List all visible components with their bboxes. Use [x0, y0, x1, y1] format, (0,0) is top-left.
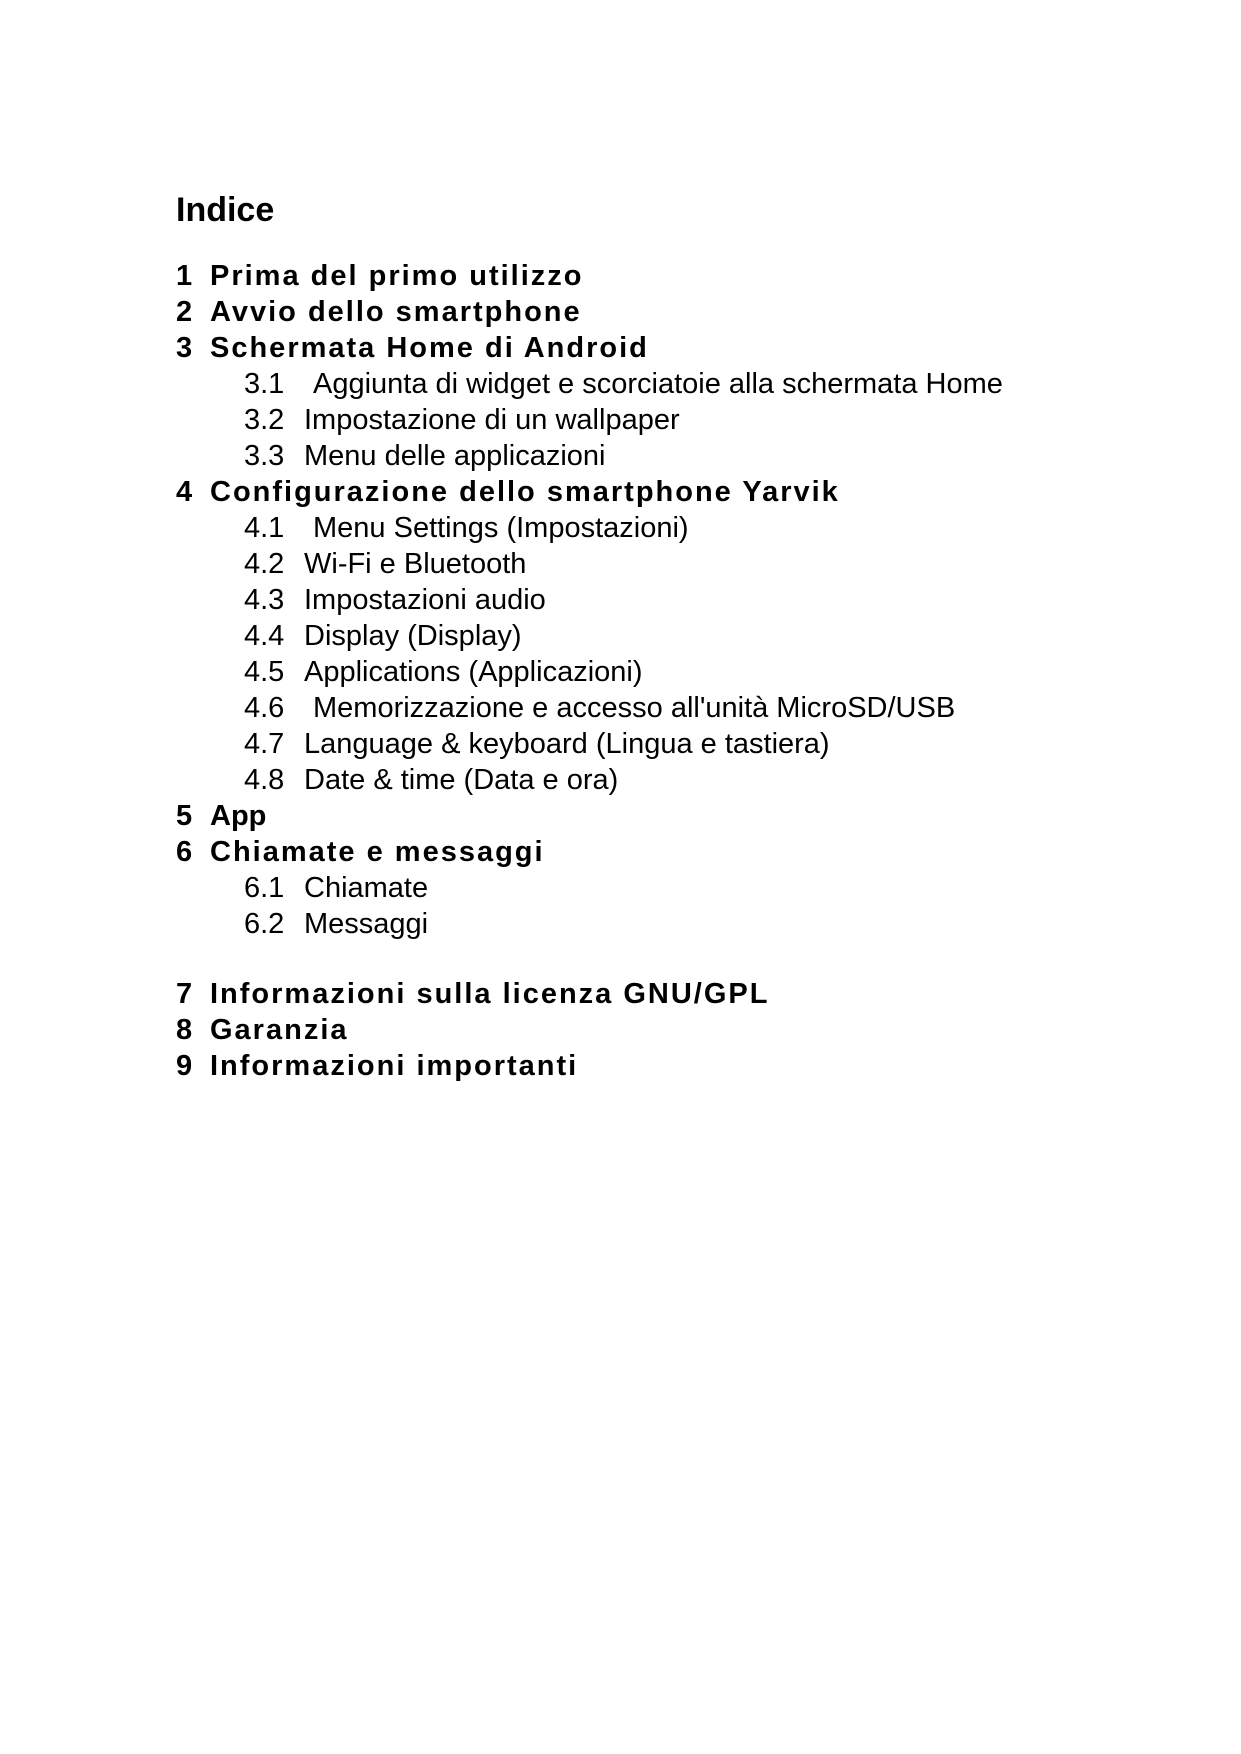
toc-entry-6-1[interactable]: [176, 870, 1176, 906]
toc-entry-number: 4.1: [244, 512, 285, 544]
toc-entry-1[interactable]: [176, 258, 1176, 294]
toc-entry-4-5[interactable]: [176, 654, 1176, 690]
toc-entry-number: 4.4: [244, 620, 285, 652]
toc-entry-number: 7: [176, 978, 193, 1010]
toc-entry-2[interactable]: [176, 294, 1176, 330]
toc-entry-number: 9: [176, 1050, 193, 1082]
toc-entry-label: Language & keyboard (Lingua e tastiera): [304, 728, 830, 760]
toc-entry-number: 6.2: [244, 908, 285, 940]
toc-entry-number: 4.3: [244, 584, 285, 616]
toc-entry-label: Aggiunta di widget e scorciatoie alla schermata Home: [313, 368, 1003, 400]
toc-title: Indice: [176, 191, 275, 229]
toc-entry-label: Memorizzazione e accesso all'unità MicroSD/USB: [313, 692, 956, 724]
toc-entry-label: Avvio dello smartphone: [210, 296, 582, 328]
toc-entry-number: 1: [176, 260, 193, 292]
toc-entry-5[interactable]: [176, 798, 1176, 834]
toc-entry-number: 4.8: [244, 764, 285, 796]
toc-entry-number: 3.3: [244, 440, 285, 472]
toc-entry-4[interactable]: [176, 474, 1176, 510]
toc-entry-3[interactable]: [176, 330, 1176, 366]
toc-entry-label: Messaggi: [304, 908, 429, 940]
toc-entry-4-1[interactable]: [176, 510, 1176, 546]
toc-entry-number: 5: [176, 800, 193, 832]
toc-entry-label: App: [210, 800, 267, 832]
toc-entry-number: 4: [176, 476, 193, 508]
toc-entry-label: Menu delle applicazioni: [304, 440, 606, 472]
toc-entry-label: Prima del primo utilizzo: [210, 260, 584, 292]
table-of-contents: [176, 258, 1176, 1084]
toc-entry-4-3[interactable]: [176, 582, 1176, 618]
toc-entry-3-3[interactable]: [176, 438, 1176, 474]
toc-entry-label: Chiamate e messaggi: [210, 836, 545, 868]
toc-entry-label: Informazioni importanti: [210, 1050, 579, 1082]
toc-entry-8[interactable]: [176, 1012, 1176, 1048]
toc-entry-4-2[interactable]: [176, 546, 1176, 582]
toc-entry-7[interactable]: [176, 976, 1176, 1012]
toc-entry-label: Date & time (Data e ora): [304, 764, 619, 796]
toc-entry-label: Schermata Home di Android: [210, 332, 649, 364]
toc-entry-number: 6: [176, 836, 193, 868]
toc-entry-label: Configurazione dello smartphone Yarvik: [210, 476, 840, 508]
toc-entry-number: 4.7: [244, 728, 285, 760]
toc-entry-4-4[interactable]: [176, 618, 1176, 654]
toc-entry-number: 4.2: [244, 548, 285, 580]
toc-entry-label: Impostazione di un wallpaper: [304, 404, 680, 436]
toc-entry-number: 3: [176, 332, 193, 364]
toc-entry-4-8[interactable]: [176, 762, 1176, 798]
toc-entry-label: Wi-Fi e Bluetooth: [304, 548, 527, 580]
toc-entry-number: 4.6: [244, 692, 285, 724]
toc-entry-6-2[interactable]: [176, 906, 1176, 942]
toc-entry-number: 8: [176, 1014, 193, 1046]
toc-entry-4-7[interactable]: [176, 726, 1176, 762]
toc-entry-4-6[interactable]: [176, 690, 1176, 726]
toc-entry-number: 6.1: [244, 872, 285, 904]
toc-entry-label: Menu Settings (Impostazioni): [313, 512, 689, 544]
toc-entry-number: 3.1: [244, 368, 285, 400]
toc-entry-number: 2: [176, 296, 193, 328]
toc-entry-number: 4.5: [244, 656, 285, 688]
toc-entry-3-1[interactable]: [176, 366, 1176, 402]
toc-entry-label: Display (Display): [304, 620, 522, 652]
toc-entry-label: Garanzia: [210, 1014, 349, 1046]
toc-entry-number: 3.2: [244, 404, 285, 436]
toc-entry-label: Applications (Applicazioni): [304, 656, 643, 688]
toc-entry-6[interactable]: [176, 834, 1176, 870]
toc-entry-9[interactable]: [176, 1048, 1176, 1084]
toc-entry-3-2[interactable]: [176, 402, 1176, 438]
toc-entry-label: Informazioni sulla licenza GNU/GPL: [210, 978, 770, 1010]
toc-entry-label: Impostazioni audio: [304, 584, 546, 616]
toc-entry-label: Chiamate: [304, 872, 429, 904]
